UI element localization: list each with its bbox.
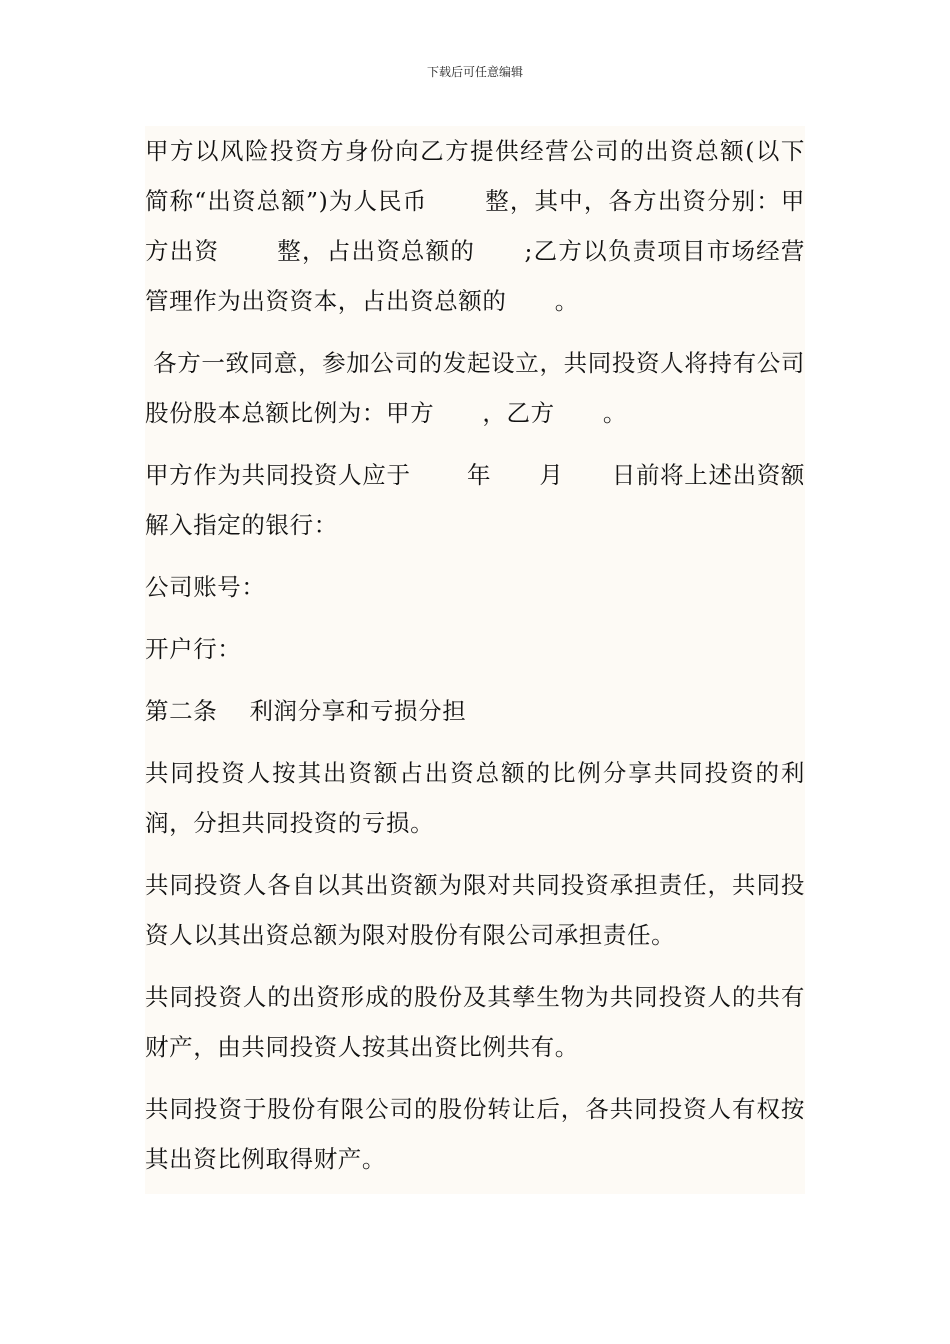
- paragraph-opening-bank: 开户行：: [145, 635, 242, 663]
- document-body: [145, 126, 805, 1194]
- paragraph-joint-property: 共同投资人的出资形成的股份及其孳生物为共同投资人的共有财产，由共同投资人按其出资比例共有。: [145, 983, 805, 1061]
- paragraph-share-ratio: 各方一致同意，参加公司的发起设立，共同投资人将持有公司股份股本总额比例为：甲方 ，乙方 。: [145, 349, 805, 427]
- paragraph-profit-sharing: 共同投资人按其出资额占出资总额的比例分享共同投资的利润，分担共同投资的亏损。: [145, 759, 805, 837]
- section-heading-article-two: 第二条 利润分享和亏损分担: [145, 697, 467, 725]
- paragraph-share-transfer: 共同投资于股份有限公司的股份转让后，各共同投资人有权按其出资比例取得财产。: [145, 1095, 805, 1173]
- page-header-note: 下载后可任意编辑: [426, 65, 523, 79]
- paragraph-company-account: 公司账号：: [145, 573, 266, 601]
- paragraph-liability: 共同投资人各自以其出资额为限对共同投资承担责任，共同投资人以其出资总额为限对股份有限公司承担责任。: [145, 871, 805, 949]
- paragraph-payment-deadline: 甲方作为共同投资人应于 年 月 日前将上述出资额解入指定的银行：: [145, 461, 805, 539]
- paragraph-capital-contribution: 甲方以风险投资方身份向乙方提供经营公司的出资总额(以下简称“出资总额”)为人民币 整，其中，各方出资分别：甲方出资 整，占出资总额的 ;乙方以负责项目市场经营管理作为出资资本，占出资总额的 。: [145, 137, 805, 315]
